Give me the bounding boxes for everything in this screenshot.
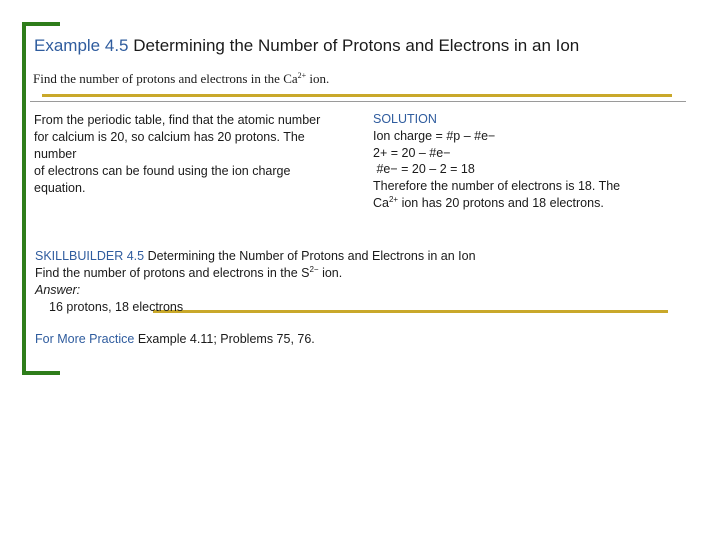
problem-statement [33, 71, 329, 87]
strategy-line: for calcium is 20, so calcium has 20 protons. The [34, 130, 305, 144]
solution-line: Therefore the number of electrons is 18. The [373, 179, 621, 194]
answer-text: 16 protons, 18 electrons [49, 300, 184, 314]
gray-rule [30, 101, 686, 102]
skillbuilder-label: SKILLBUILDER 4.5 [35, 249, 145, 263]
page-title [34, 36, 579, 56]
problem-end: ion. [306, 71, 330, 86]
strategy-line: number [34, 147, 77, 161]
solution-block [373, 111, 673, 212]
solution-line: Ion charge = #p – #e− [373, 128, 496, 143]
strategy-line: From the periodic table, find that the atomic number [34, 113, 321, 127]
strategy-text [34, 112, 364, 197]
skillbuilder-title [35, 248, 635, 265]
frame-left-bar [22, 22, 26, 374]
frame-top-tick [22, 22, 60, 26]
answer-label: Answer: [35, 283, 81, 297]
solution-line: #e− = 20 – 2 = 18 [373, 162, 475, 177]
strategy-line: equation. [34, 181, 86, 195]
solution-heading: SOLUTION [373, 112, 437, 126]
problem-text: Find the number of protons and electrons in the Ca [33, 71, 298, 86]
title-text: Determining the Number of Protons and Electrons in an Ion [133, 36, 580, 55]
problem-charge: 2+ [297, 71, 307, 80]
solution-line [373, 195, 673, 212]
practice-label: For More Practice [35, 332, 135, 346]
more-practice [35, 332, 315, 346]
question-text: Find the number of protons and electrons in the S [35, 266, 310, 280]
question-charge: 2− [309, 265, 319, 274]
skillbuilder-block [35, 248, 635, 316]
solution-ion: Ca [373, 195, 389, 210]
solution-charge: 2+ [388, 194, 399, 204]
example-label: Example 4.5 [34, 36, 129, 55]
question-end: ion. [318, 266, 343, 280]
strategy-line: of electrons can be found using the ion charge [34, 164, 291, 178]
solution-conclusion: ion has 20 protons and 18 electrons. [398, 195, 604, 210]
skillbuilder-question [35, 265, 635, 282]
practice-text: Example 4.11; Problems 75, 76. [134, 332, 315, 346]
frame-bottom-tick [22, 371, 60, 375]
gold-rule-top [42, 94, 672, 97]
skillbuilder-title-text: Determining the Number of Protons and Electrons in an Ion [144, 249, 476, 263]
solution-line: 2+ = 20 – #e− [373, 145, 451, 160]
